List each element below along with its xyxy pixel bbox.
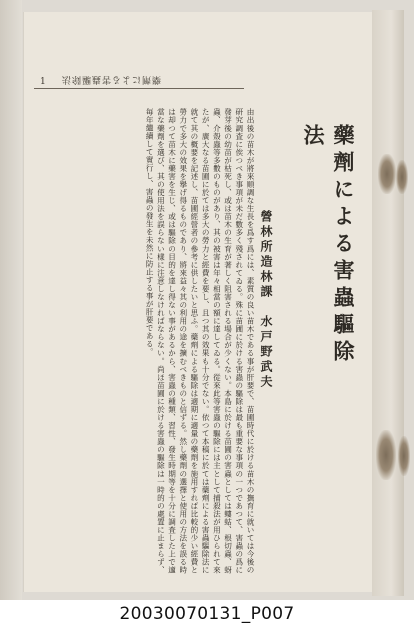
running-header	[40, 74, 161, 87]
book-gutter	[0, 0, 22, 600]
binding-stain	[376, 430, 396, 480]
adjacent-page-edge	[372, 10, 404, 596]
binding-stain	[396, 160, 408, 194]
running-title: 藥劑による害蟲驅除法	[60, 74, 161, 84]
page-number: 1	[40, 77, 47, 87]
article-body: 由出後の苗木が將來順調な生長を爲す爲には、素質の良い苗木である事が肝要で、苗圃時代に於ける苗木の撫育に就いては今後の研究調査に俟つべき事項が未だ數多く殘されてゐる。殊に苗圃に於ける害蟲の驅除は最も重要な事項の一つであつて、害蟲の爲に發芽後の幼苗が枯死し、或は苗木の生育が著しく阻害される場合が少くない。本島に於ける苗圃の害蟲としては螻蛄、根切蟲、蚜蟲、介殼蟲等多數のものがあり、其の被害は年々相當の額に達してゐる。從來此等害蟲の驅除には主として捕殺法が用ひられて來たが、廣大なる苗圃に於ては多大の勞力と經費を要し、且つ其の效果も十分でない。依つて本稿に於ては藥劑による害蟲驅除法に就て其の概要を記述し、苗圃經營者の參考に供したいと思ふ。藥劑による驅除は適期に適量の藥劑を施用すれば比較的少い經費と勞力で多大の效果を擧げ得るものであり、將來益々其の利用の途を擴むべきものと信ずる。然し藥劑の選擇と使用の方法を誤る時は却つて苗木に藥害を生じ、或は驅除の目的を達し得ない事があるから、害蟲の種類、習性、發生時期等を十分に調査した上で適當な藥劑を選び、其の使用法を誤らない樣に注意しなければならない。尚ほ苗圃に於ける害蟲の驅除は一時的の處置に止まらず、毎年繼續して實行し、害蟲の發生を未然に防止する事が肝要である。	[145, 108, 255, 574]
binding-stain	[378, 154, 396, 194]
article-title: 藥劑による害蟲驅除法	[301, 124, 356, 367]
binding-stain	[398, 436, 410, 476]
image-caption: 20030070131_P007	[119, 604, 295, 624]
header-rule	[34, 88, 244, 89]
article-author: 營林所造林課 水戸野武夫	[259, 210, 273, 390]
